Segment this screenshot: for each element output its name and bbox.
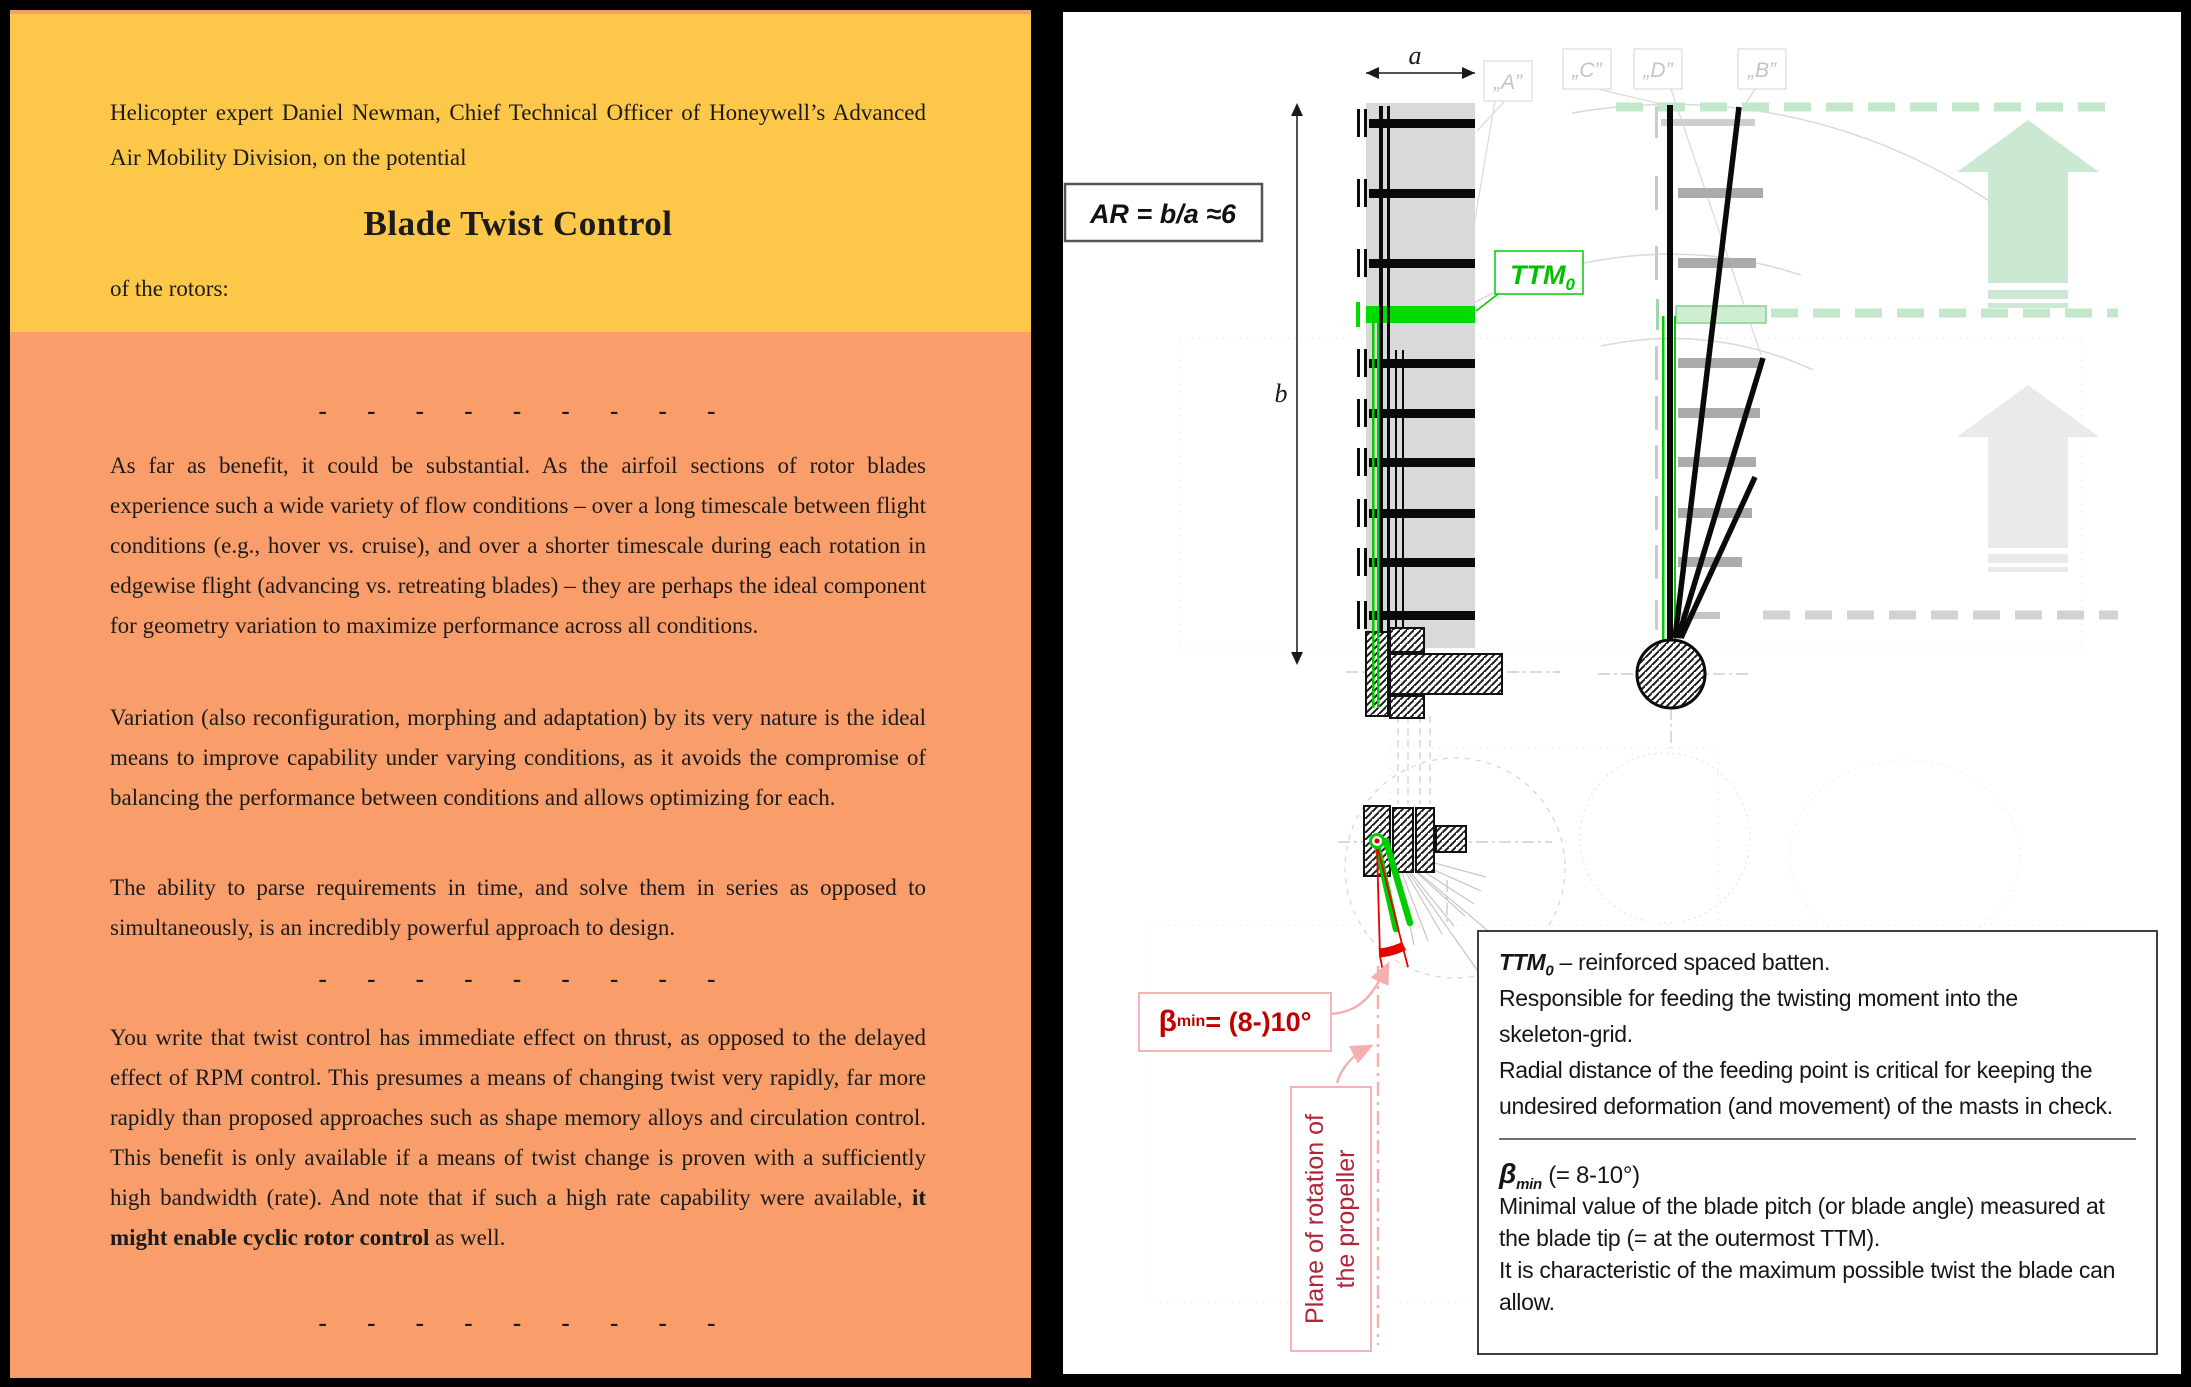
green-spar-line: [1372, 316, 1375, 708]
aspect-ratio-label: AR = b/a ≈6: [1089, 199, 1237, 229]
mast-position-c: [1667, 105, 1673, 640]
arrow-right-icon: [1462, 67, 1475, 79]
label-c: „C”: [1572, 59, 1602, 82]
ttm0-batten-twisted: [1676, 306, 1766, 323]
projection-lines: [1398, 716, 1430, 804]
arrow-left-icon: [1366, 67, 1379, 79]
ttm0-label: TTM: [1510, 260, 1566, 290]
dimension-b: [1275, 103, 1304, 665]
beta-definition-line: It is characteristic of the maximum possible twist the blade can: [1499, 1257, 2116, 1283]
section-separator: - - - - - - - - -: [318, 966, 718, 993]
green-spar-line: [1377, 316, 1380, 708]
arrow-up-icon: [1291, 103, 1303, 116]
section-separator: - - - - - - - - -: [318, 398, 718, 425]
label-a: „A”: [1494, 71, 1522, 94]
page-title: Blade Twist Control: [363, 204, 673, 243]
plane-of-rotation-box: [1290, 1086, 1372, 1352]
beta-definition-line: Minimal value of the blade pitch (or blade angle) measured at: [1499, 1193, 2105, 1219]
section-separator: - - - - - - - - -: [318, 1310, 718, 1337]
plane-label-line2: the propeller: [1332, 1149, 1360, 1289]
ttm0-definition-line: undesired deformation (and movement) of the masts in check.: [1499, 1093, 2113, 1119]
ttm0-definition-title: $TTM_0$ – reinforced spaced batten.: [1499, 949, 1831, 980]
diagram-panel: [1063, 12, 2181, 1374]
beta-subscript: min: [1176, 1013, 1206, 1030]
label-b: „B”: [1748, 59, 1776, 82]
dimension-b-label: b: [1274, 379, 1288, 408]
plane-label-line1: Plane of rotation of: [1301, 1114, 1329, 1324]
beta-definition-line: the blade tip (= at the outermost TTM).: [1499, 1225, 1880, 1251]
ttm0-definition-line: Radial distance of the feeding point is critical for keeping the: [1499, 1057, 2093, 1083]
beta-min-label-box: [1138, 992, 1332, 1052]
beta-value: = (8-)10°: [1205, 1006, 1312, 1037]
blade-twisted-view: [1637, 105, 1766, 708]
dimension-a: [1366, 41, 1475, 79]
paragraph-ability: The ability to parse requirements in time, and solve them in series as opposed to simultaneously, is an incredibly powerful approach to design.: [110, 875, 926, 940]
hub-circle: [1637, 640, 1705, 708]
ttm0-label-box: [1476, 251, 1583, 311]
paragraph-twist-tail: as well.: [429, 1225, 506, 1250]
paragraph-variation: Variation (also reconfiguration, morphing and adaptation) by its very nature is the ideal means to improve capability under varying conditions, as it avoids the compromise of balancing the performance between conditions and allows optimizing for each.: [110, 705, 926, 810]
paragraph-benefit: As far as benefit, it could be substantial. As the airfoil sections of rotor blades experience such a wide variety of flow conditions – over a long timescale between flight conditions (e.g., hover vs. cruise), and over a shorter timescale during each rotation in edgewise flight (advancing vs. retreating blades) – they are perhaps the ideal component for geometry variation to maximize performance across all conditions.: [110, 453, 926, 638]
up-arrow-green-icon: [1957, 120, 2099, 308]
ttm0-label-sub: 0: [1565, 275, 1575, 294]
paragraph-twist: [110, 1018, 926, 1258]
paragraph-twist-text: You write that twist control has immediate effect on thrust, as opposed to the delayed effect of RPM control. This presumes a means of changing twist very rapidly, far more rapidly than proposed approaches such as shape memory alloys and circulation control. This benefit is only available if a means of twist change is proven with a sufficiently high bandwidth (rate). And note that if such a high rate capability were available,: [110, 1025, 926, 1210]
definitions-box: [1477, 930, 2158, 1355]
ttm0-definition-line: Responsible for feeding the twisting moment into the: [1499, 985, 2018, 1011]
document-intro: Helicopter expert Daniel Newman, Chief Technical Officer of Honeywell’s Advanced Air Mobility Division, on the potential: [110, 100, 926, 170]
aspect-ratio-box: [1065, 184, 1262, 241]
beta-symbol: β: [1158, 1005, 1177, 1038]
plane-callout-arrow-icon: [1337, 1047, 1369, 1083]
position-labels: [1484, 49, 1786, 101]
document-subtitle: of the rotors:: [110, 276, 229, 301]
document-panel: [10, 10, 1031, 1378]
dimension-a-label: a: [1408, 41, 1422, 70]
ttm0-definition-line: skeleton-grid.: [1499, 1021, 1633, 1047]
arrow-down-icon: [1291, 652, 1303, 665]
up-arrow-gray-icon: [1957, 385, 2099, 572]
divider: [1499, 1138, 2136, 1140]
paragraph-twist-bold: it might enable cyclic rotor control: [110, 1185, 926, 1250]
beta-definition-title: $\beta_{min}$ (= 8-10°): [1499, 1158, 1640, 1193]
label-d: „D”: [1643, 59, 1673, 82]
beta-definition-line: allow.: [1499, 1289, 1555, 1315]
